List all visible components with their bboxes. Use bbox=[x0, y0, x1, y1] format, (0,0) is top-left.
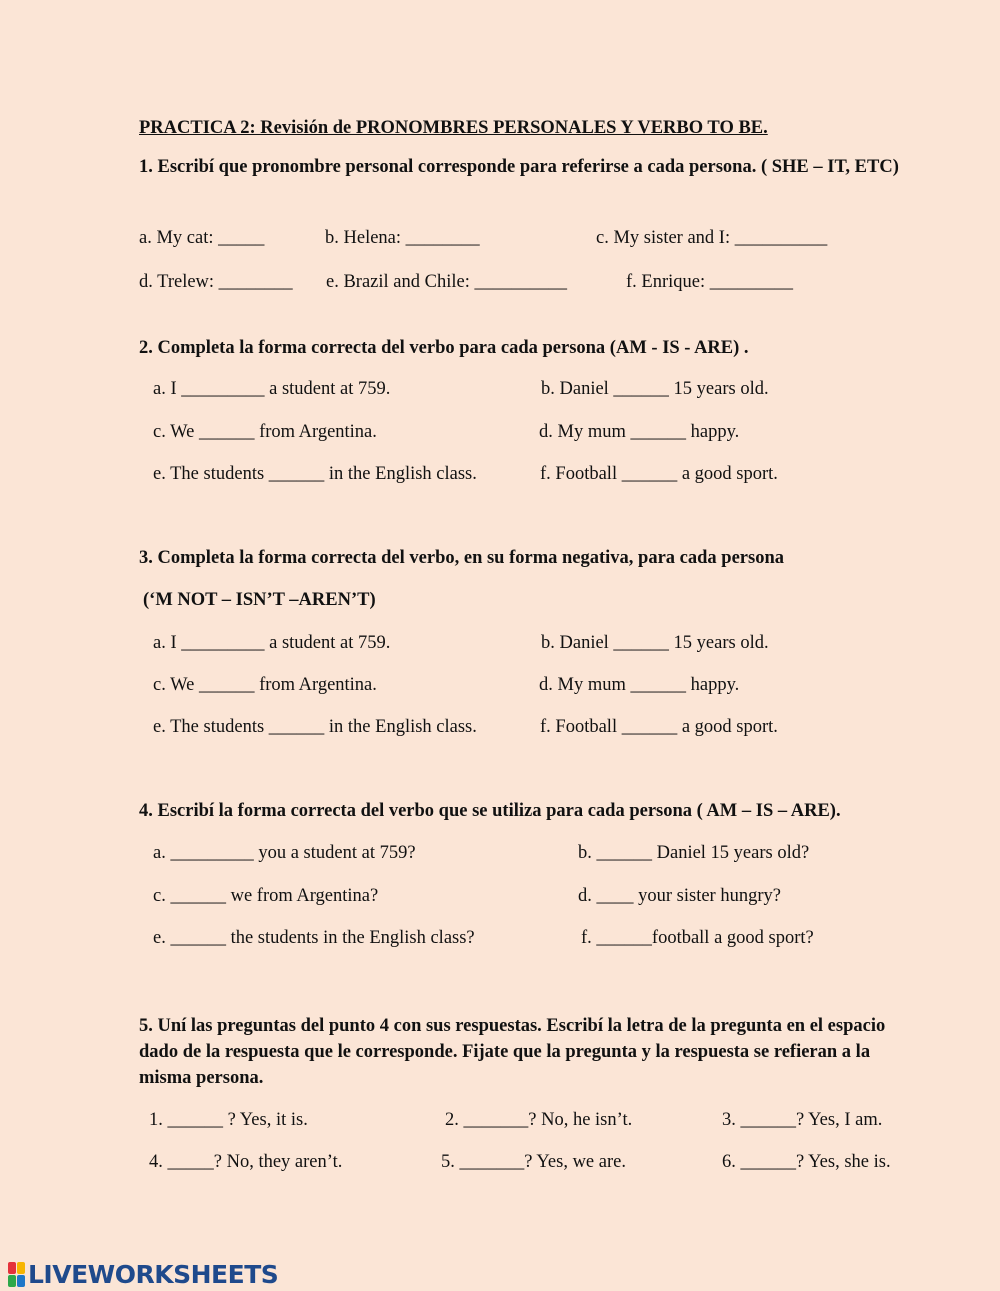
s1-item-b: b. Helena: ________ bbox=[325, 228, 480, 248]
s2-item-c: c. We ______ from Argentina. bbox=[153, 422, 377, 442]
s2-item-e: e. The students ______ in the English class. bbox=[153, 464, 477, 484]
s3-item-a: a. I _________ a student at 759. bbox=[153, 633, 391, 653]
s2-item-d: d. My mum ______ happy. bbox=[539, 422, 740, 442]
section-5-heading: 5. Uní las preguntas del punto 4 con sus respuestas. Escribí la letra de la pregunta en el espacio dado de la respuesta que le corresponde. Fijate que la pregunta y la respuesta se refieran a la misma persona. bbox=[139, 1016, 886, 1088]
s1-item-a: a. My cat: _____ bbox=[139, 228, 265, 248]
s2-item-f: f. Football ______ a good sport. bbox=[540, 464, 778, 484]
s1-item-d: d. Trelew: ________ bbox=[139, 272, 293, 292]
s1-item-e: e. Brazil and Chile: __________ bbox=[326, 272, 567, 292]
s4-item-a: a. _________ you a student at 759? bbox=[153, 843, 416, 863]
s2-item-a: a. I _________ a student at 759. bbox=[153, 379, 391, 399]
s5-item-4: 4. _____? No, they aren’t. bbox=[149, 1152, 343, 1172]
s5-item-2: 2. _______? No, he isn’t. bbox=[445, 1110, 633, 1130]
s3-item-c: c. We ______ from Argentina. bbox=[153, 675, 377, 695]
s3-item-f: f. Football ______ a good sport. bbox=[540, 717, 778, 737]
s5-item-1: 1. ______ ? Yes, it is. bbox=[149, 1110, 308, 1130]
s4-item-b: b. ______ Daniel 15 years old? bbox=[578, 843, 810, 863]
section-4-heading: 4. Escribí la forma correcta del verbo que se utiliza para cada persona ( AM – IS – ARE). bbox=[139, 801, 841, 821]
s5-item-6: 6. ______? Yes, she is. bbox=[722, 1152, 891, 1172]
section-3-subheading: (‘M NOT – ISN’T –AREN’T) bbox=[143, 590, 376, 610]
worksheet-title: PRACTICA 2: Revisión de PRONOMBRES PERSONALES Y VERBO TO BE. bbox=[139, 118, 768, 138]
section-1-heading: 1. Escribí que pronombre personal corresponde para referirse a cada persona. ( SHE – IT, ETC) bbox=[139, 157, 899, 177]
s2-item-b: b. Daniel ______ 15 years old. bbox=[541, 379, 769, 399]
s3-item-e: e. The students ______ in the English class. bbox=[153, 717, 477, 737]
liveworksheets-logo bbox=[8, 1259, 278, 1289]
s4-item-c: c. ______ we from Argentina? bbox=[153, 886, 379, 906]
s4-item-e: e. ______ the students in the English class? bbox=[153, 928, 475, 948]
section-2-heading: 2. Completa la forma correcta del verbo para cada persona (AM - IS - ARE) . bbox=[139, 338, 749, 358]
section-3-heading: 3. Completa la forma correcta del verbo, en su forma negativa, para cada persona bbox=[139, 548, 784, 568]
s5-item-5: 5. _______? Yes, we are. bbox=[441, 1152, 626, 1172]
s3-item-b: b. Daniel ______ 15 years old. bbox=[541, 633, 769, 653]
s4-item-d: d. ____ your sister hungry? bbox=[578, 886, 781, 906]
s1-item-c: c. My sister and I: __________ bbox=[596, 228, 828, 248]
logo-text: LIVEWORKSHEETS bbox=[28, 1259, 279, 1289]
s3-item-d: d. My mum ______ happy. bbox=[539, 675, 740, 695]
liveworksheets-logo-icon bbox=[8, 1262, 25, 1287]
s1-item-f: f. Enrique: _________ bbox=[626, 272, 793, 292]
s5-item-3: 3. ______? Yes, I am. bbox=[722, 1110, 883, 1130]
s4-item-f: f. ______football a good sport? bbox=[581, 928, 814, 948]
